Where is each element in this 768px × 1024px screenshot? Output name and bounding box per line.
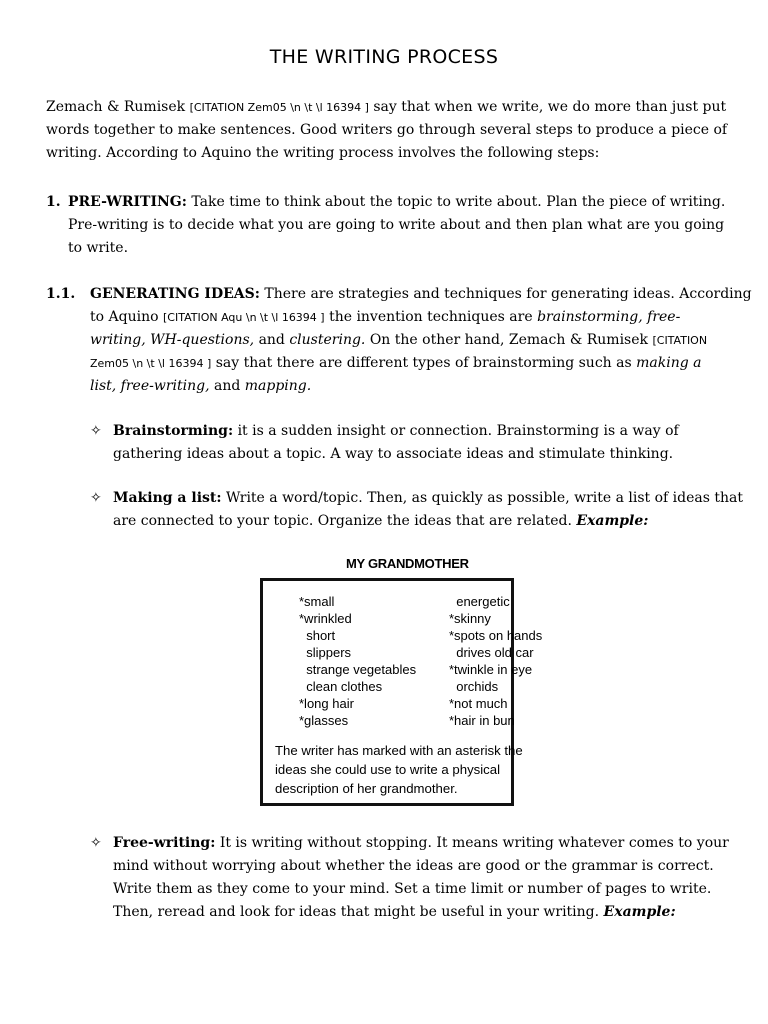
figure-list-item: orchids — [449, 679, 499, 694]
making-list-line2-text: are connected to your topic. Organize the ideas that are related. — [113, 513, 572, 529]
intro-line-3: writing. According to Aquino the writing process involves the following steps: — [46, 145, 600, 161]
section1-line1-tail: Take time to think about the topic to write about. Plan the piece of writing. — [191, 194, 726, 210]
making-list-line-1 — [113, 487, 743, 510]
section11-line-4 — [90, 352, 722, 375]
section11-heading: GENERATING IDEAS: — [90, 286, 260, 302]
section1-line-2: Pre-writing is to decide what you are going to write about and then plan what are you going — [68, 217, 725, 233]
figure-list-item: *glasses — [299, 713, 349, 728]
figure-note — [275, 741, 565, 798]
figure-title: MY GRANDMOTHER — [346, 556, 469, 571]
section11-line1-tail: There are strategies and techniques for generating ideas. According — [264, 286, 752, 302]
intro-line-1 — [46, 96, 727, 119]
figure-list-item: drives old car — [449, 645, 534, 660]
clustering-term: clustering. — [289, 332, 366, 348]
figure-right-column — [449, 593, 542, 729]
figure-list-item: *spots on hands — [449, 628, 543, 643]
section11-line-2 — [90, 306, 722, 329]
grandmother-figure — [260, 578, 543, 806]
invention-text: the invention techniques are — [329, 309, 533, 325]
free-writing-label: Free-writing: — [113, 835, 216, 851]
and-text-2: and — [213, 378, 241, 394]
say-types-text: say that there are different types of brainstorming such as — [215, 355, 632, 371]
free-writing-line-4 — [113, 901, 722, 924]
figure-list-item: short — [299, 628, 336, 643]
intro-citation: [CITATION Zem05 \n \t \l 16394 ] — [189, 101, 369, 114]
section1-line-3: to write. — [68, 240, 129, 256]
aquino-citation: [CITATION Aqu \n \t \l 16394 ] — [162, 311, 325, 324]
section11-paragraph — [90, 283, 752, 398]
brainstorming-label: Brainstorming: — [113, 423, 234, 439]
section1-paragraph — [68, 191, 726, 260]
figure-list-item: slippers — [299, 645, 352, 660]
brainstorming-line-1 — [113, 420, 722, 443]
figure-list-item: strange vegetables — [299, 662, 417, 677]
brainstorming-line-2: gathering ideas about a topic. A way to associate ideas and stimulate thinking. — [113, 446, 674, 462]
to-aquino: to Aquino — [90, 309, 159, 325]
example-label: Example: — [576, 513, 649, 529]
list-free-term: list, free-writing, — [90, 378, 210, 394]
free-writing-line4-text: Then, reread and look for ideas that might be useful in your writing. — [113, 904, 600, 920]
page-title: THE WRITING PROCESS — [269, 46, 499, 68]
figure-list-item: *skinny — [449, 611, 491, 626]
figure-list-item: *wrinkled — [299, 611, 352, 626]
section1-number: 1. — [46, 194, 61, 210]
diamond-bullet-icon: ✧ — [90, 423, 102, 439]
section11-line-3 — [90, 329, 722, 352]
figure-list-item: *small — [299, 594, 335, 609]
making-list-paragraph — [113, 487, 743, 533]
free-writing-paragraph — [113, 832, 729, 924]
figure-list-item: *long hair — [299, 696, 354, 711]
figure-left-column — [299, 593, 416, 729]
free-writing-line-2: mind without worrying about whether the ideas are good or the grammar is correct. — [113, 858, 714, 874]
diamond-bullet-icon: ✧ — [90, 835, 102, 851]
zemach-citation-start: [CITATION — [652, 334, 708, 347]
brainstorming-line1-tail: it is a sudden insight or connection. Brainstorming is a way of — [237, 423, 679, 439]
figure-list-item: *hair in bun — [449, 713, 515, 728]
making-a-term: making a — [636, 355, 702, 371]
section1-line-1 — [68, 191, 726, 214]
figure-note-line: The writer has marked with an asterisk the — [275, 743, 523, 758]
free-writing-line-1 — [113, 832, 729, 855]
figure-list-item: energetic — [449, 594, 510, 609]
section11-number: 1.1. — [46, 286, 76, 302]
making-list-line1-tail: Write a word/topic. Then, as quickly as possible, write a list of ideas that — [225, 490, 743, 506]
writing-wh-term: writing, WH-questions, — [90, 332, 255, 348]
intro-line1-tail: say that when we write, we do more than just put — [373, 99, 727, 115]
free-writing-line1-tail: It is writing without stopping. It means writing whatever comes to your — [219, 835, 729, 851]
example-label: Example: — [603, 904, 676, 920]
figure-list-item: clean clothes — [299, 679, 383, 694]
free-writing-line-3: Write them as they come to your mind. Set a time limit or number of pages to write. — [113, 881, 712, 897]
making-list-line-2 — [113, 510, 722, 533]
section11-line-5 — [90, 375, 722, 398]
mapping-term: mapping. — [244, 378, 312, 394]
section1-heading: PRE-WRITING: — [68, 194, 187, 210]
intro-author: Zemach & Rumisek — [46, 99, 186, 115]
brainstorming-paragraph — [113, 420, 722, 466]
diamond-bullet-icon: ✧ — [90, 490, 102, 506]
figure-list-item: *twinkle in eye — [449, 662, 533, 677]
intro-paragraph — [46, 96, 728, 165]
brainstorming-term: brainstorming, free- — [537, 309, 681, 325]
other-hand-text: On the other hand, Zemach & Rumisek — [369, 332, 649, 348]
figure-list-item: *not much — [449, 696, 508, 711]
and-text: and — [258, 332, 285, 348]
intro-line-2: words together to make sentences. Good writers go through several steps to produce a piece of — [46, 122, 728, 138]
section11-line-1 — [90, 283, 752, 306]
making-list-label: Making a list: — [113, 490, 222, 506]
zemach-citation-end: Zem05 \n \t \l 16394 ] — [90, 357, 212, 370]
figure-note-line: description of her grandmother. — [275, 781, 458, 796]
figure-note-line: ideas she could use to write a physical — [275, 762, 501, 777]
